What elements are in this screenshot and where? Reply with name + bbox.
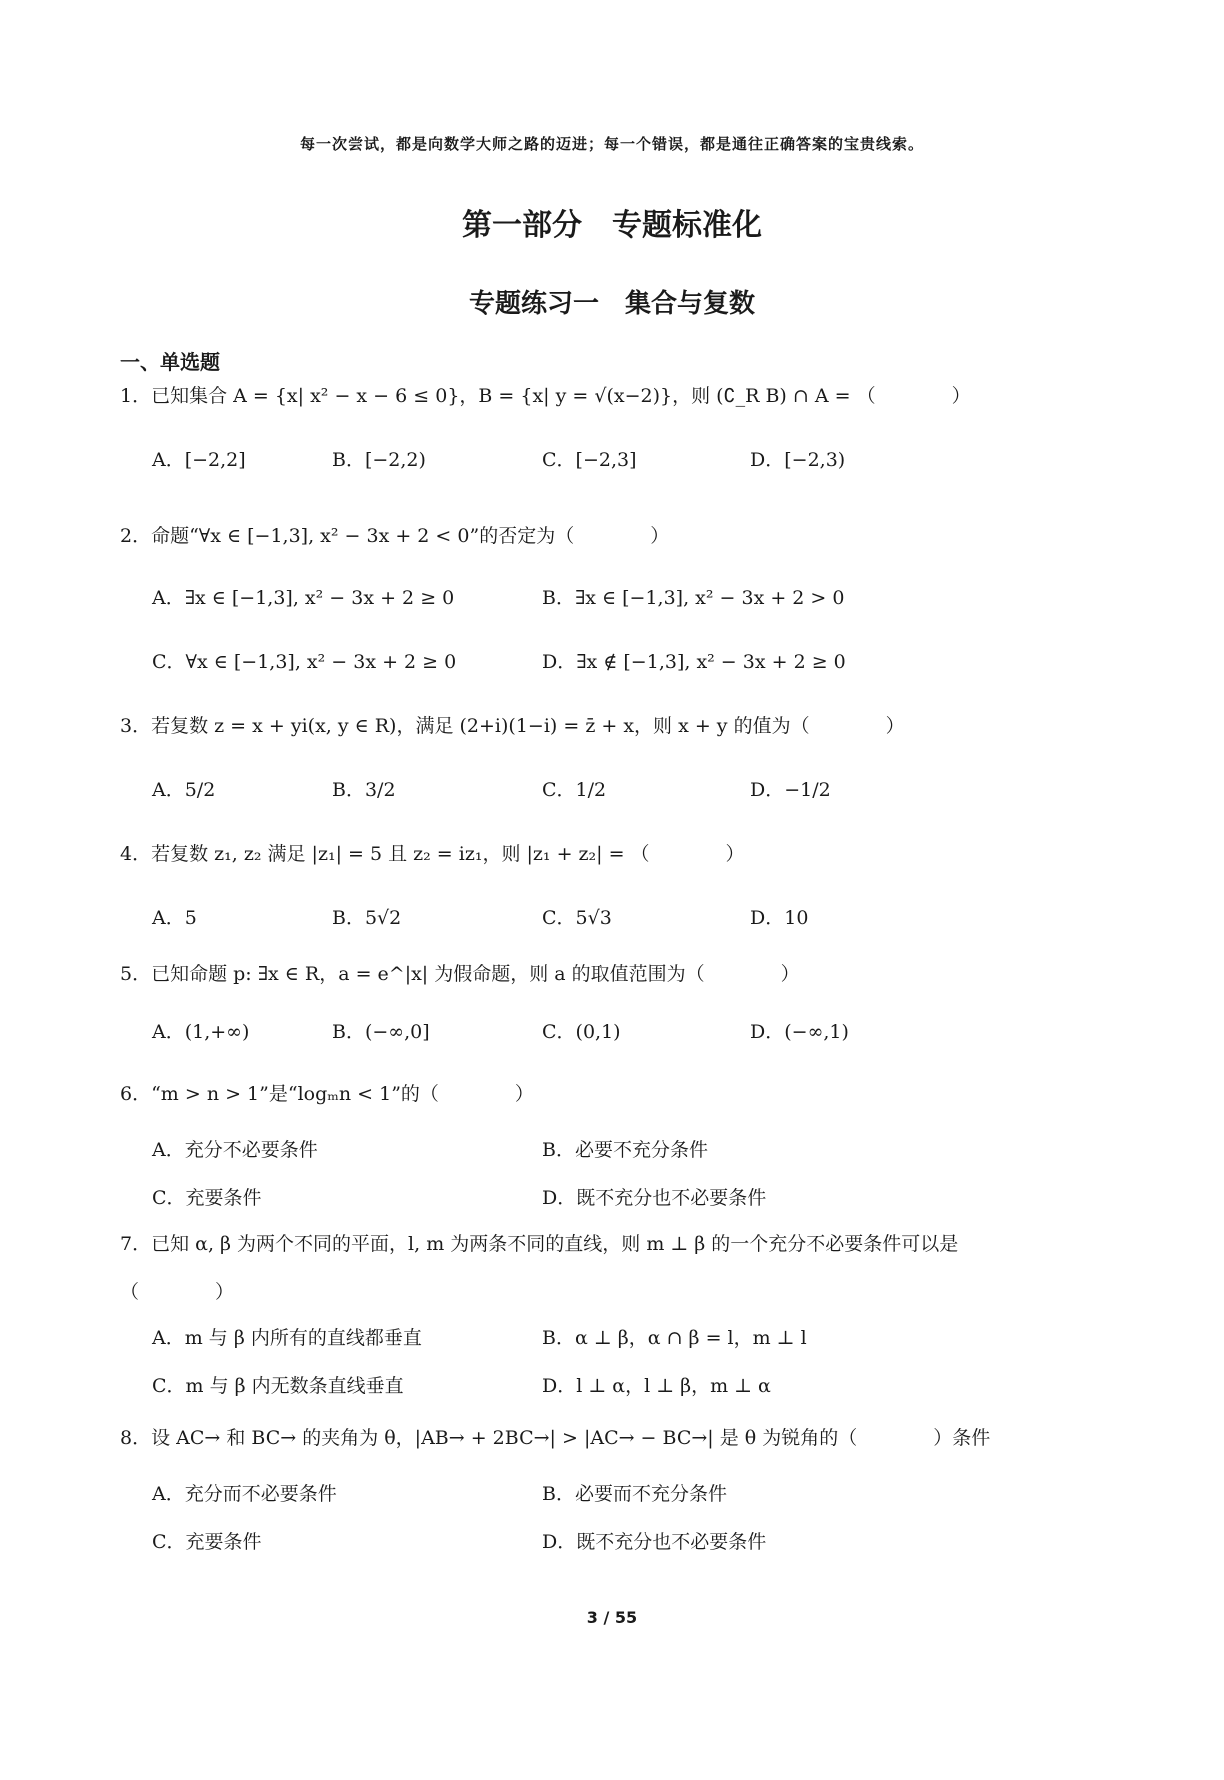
q6-option-c: C．充要条件 (152, 1187, 262, 1209)
q3-option-c: C．1/2 (542, 779, 607, 801)
q1-option-c: C．[−2,3] (542, 449, 637, 471)
question-7-stem: 7．已知 α, β 为两个不同的平面，l, m 为两条不同的直线，则 m ⊥ β 的一个充分不必要条件可以是 (120, 1233, 959, 1255)
q6-option-a: A．充分不必要条件 (152, 1139, 318, 1161)
q7-option-b: B．α ⊥ β，α ∩ β = l，m ⊥ l (542, 1327, 807, 1349)
q8-option-d: D．既不充分也不必要条件 (542, 1531, 767, 1553)
q5-option-c: C．(0,1) (542, 1021, 621, 1043)
q5-option-a: A．(1,+∞) (152, 1021, 250, 1043)
q4-option-b: B．5√2 (332, 907, 402, 929)
section-heading: 一、单选题 (120, 350, 220, 374)
q3-option-b: B．3/2 (332, 779, 396, 801)
q4-option-c: C．5√3 (542, 907, 612, 929)
question-8-stem: 8．设 AC→ 和 BC→ 的夹角为 θ，|AB→ + 2BC→| > |AC→ − BC→| 是 θ 为锐角的（ ）条件 (120, 1427, 991, 1449)
q7-option-a: A．m 与 β 内所有的直线都垂直 (152, 1327, 422, 1349)
question-2-stem: 2．命题“∀x ∈ [−1,3], x² − 3x + 2 < 0”的否定为（ ） (120, 525, 670, 547)
question-5-stem: 5．已知命题 p: ∃x ∈ R，a = e^|x| 为假命题，则 a 的取值范围为（ ） (120, 963, 800, 985)
q1-option-d: D．[−2,3) (750, 449, 846, 471)
q3-option-d: D．−1/2 (750, 779, 831, 801)
q6-option-d: D．既不充分也不必要条件 (542, 1187, 767, 1209)
page-number: 3 / 55 (586, 1608, 638, 1627)
q1-option-a: A．[−2,2] (152, 449, 246, 471)
q1-option-b: B．[−2,2) (332, 449, 426, 471)
q4-option-d: D．10 (750, 907, 809, 929)
q5-option-b: B．(−∞,0] (332, 1021, 430, 1043)
header-motto: 每一次尝试，都是向数学大师之路的迈进；每一个错误，都是通往正确答案的宝贵线索。 (299, 135, 924, 153)
q4-option-a: A．5 (152, 907, 197, 929)
question-7-stem-paren: （ ） (120, 1281, 235, 1303)
question-4-stem: 4．若复数 z₁, z₂ 满足 |z₁| = 5 且 z₂ = iz₁，则 |z₁ + z₂| = （ ） (120, 843, 745, 865)
question-6-stem: 6．“m > n > 1”是“logₘn < 1”的（ ） (120, 1083, 534, 1105)
part-title: 第一部分 专题标准化 (462, 208, 762, 243)
q2-option-d: D．∃x ∉ [−1,3], x² − 3x + 2 ≥ 0 (542, 651, 846, 673)
question-3-stem: 3．若复数 z = x + yi(x, y ∈ R)，满足 (2+i)(1−i) = z̄ + x，则 x + y 的值为（ ） (120, 715, 905, 737)
topic-title: 专题练习一 集合与复数 (468, 289, 755, 319)
q2-option-a: A．∃x ∈ [−1,3], x² − 3x + 2 ≥ 0 (152, 587, 455, 609)
q8-option-a: A．充分而不必要条件 (152, 1483, 337, 1505)
question-1-stem: 1．已知集合 A = {x| x² − x − 6 ≤ 0}，B = {x| y = √(x−2)}，则 (∁_R B) ∩ A = （ ） (120, 385, 971, 407)
q7-option-c: C．m 与 β 内无数条直线垂直 (152, 1375, 404, 1397)
q2-option-b: B．∃x ∈ [−1,3], x² − 3x + 2 > 0 (542, 587, 845, 609)
q7-option-d: D．l ⊥ α，l ⊥ β，m ⊥ α (542, 1375, 771, 1397)
q5-option-d: D．(−∞,1) (750, 1021, 849, 1043)
q8-option-b: B．必要而不充分条件 (542, 1483, 727, 1505)
q8-option-c: C．充要条件 (152, 1531, 262, 1553)
q2-option-c: C．∀x ∈ [−1,3], x² − 3x + 2 ≥ 0 (152, 651, 457, 673)
q6-option-b: B．必要不充分条件 (542, 1139, 708, 1161)
q3-option-a: A．5/2 (152, 779, 216, 801)
